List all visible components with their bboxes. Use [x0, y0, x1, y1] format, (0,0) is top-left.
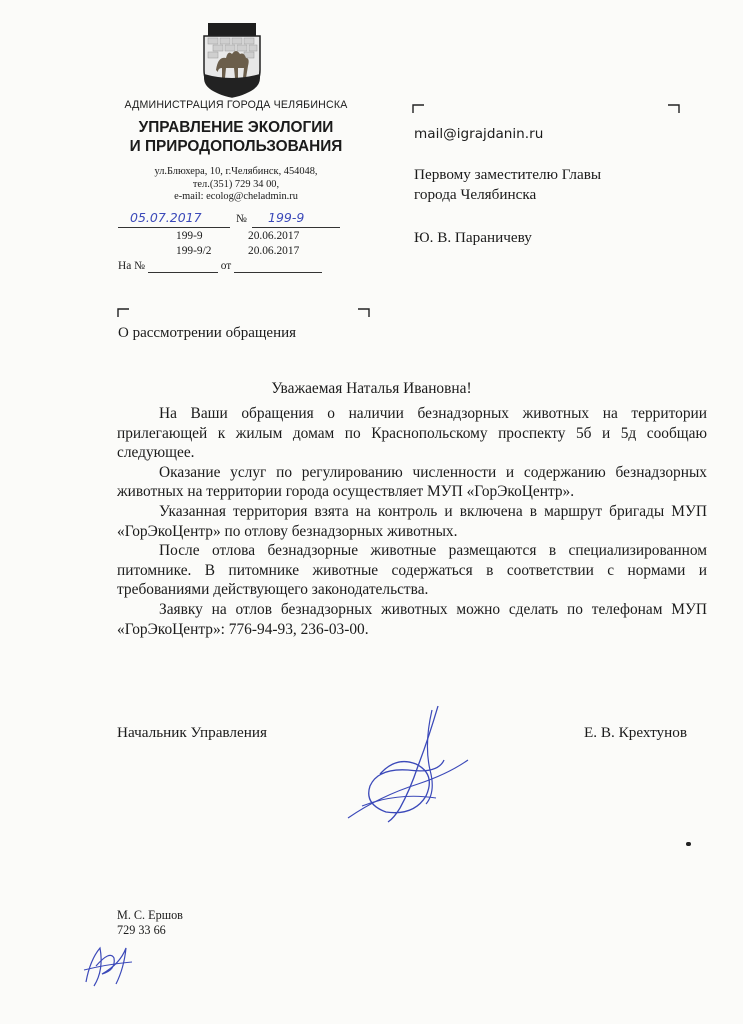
letter-subject: О рассмотрении обращения [118, 325, 297, 341]
reference-from-label: от [220, 260, 232, 272]
administration-name: АДМИНИСТРАЦИЯ ГОРОДА ЧЕЛЯБИНСКА [124, 99, 348, 111]
reg-entry-number-1: 199-9 [176, 230, 203, 242]
executor-phone: 729 33 66 [117, 923, 166, 937]
salutation: Уважаемая Наталья Ивановна! [271, 380, 472, 397]
recipient-title-line1: Первому заместителю Главы [414, 166, 602, 183]
signatory-name: Е. В. Крехтунов [584, 724, 687, 741]
body-paragraph: На Ваши обращения о наличии безнадзорных животных на территории прилегающей к жилым домам по Краснопольскому проспекту 5б и 5д сообщаю следующее. [117, 405, 707, 462]
address-bracket-left [412, 104, 424, 113]
body-paragraph: Указанная территория взята на контроль и включена в маршрут бригады МУП «ГорЭкоЦентр» по отлову безнадзорных животных. [117, 502, 707, 540]
handwritten-signature [340, 700, 480, 830]
handwritten-date: 05.07.2017 [130, 210, 202, 225]
department-phone: тел.(351) 729 34 00, [192, 178, 280, 190]
reference-date-blank [234, 260, 322, 273]
letter-body [117, 404, 707, 639]
department-address: ул.Блюхера, 10, г.Челябинск, 454048, [154, 166, 318, 177]
body-paragraph: Оказание услуг по регулированию численности и содержанию безнадзорных животных на территории города осуществляет МУП «ГорЭкоЦентр». [117, 463, 707, 501]
recipient-name: Ю. В. Параничеву [414, 229, 532, 246]
reference-label: На № [118, 260, 145, 272]
executor-initials [80, 940, 140, 990]
body-paragraph: После отлова безнадзорные животные размещаются в специализированном питомнике. В питомнике животные содержаться в соответствии с нормами и требованиями действующего законодательства. [117, 542, 707, 599]
number-sign: № [236, 213, 247, 225]
department-name [100, 118, 372, 156]
reference-number-blank [148, 260, 218, 273]
executor-info [117, 908, 183, 938]
registration-line [118, 212, 342, 228]
date-underline [118, 227, 230, 228]
handwritten-number: 199-9 [268, 210, 305, 225]
recipient-email: mail@igrajdanin.ru [414, 126, 544, 142]
body-paragraph: Заявку на отлов безнадзорных животных можно сделать по телефонам МУП «ГорЭкоЦентр»: 776-94-93, 236-03-00. [117, 600, 707, 638]
ink-mark [686, 842, 691, 846]
city-coat-of-arms [198, 22, 266, 98]
reg-entry-number-2: 199-9/2 [176, 245, 212, 257]
department-name-line2: И ПРИРОДОПОЛЬЗОВАНИЯ [129, 138, 343, 155]
signatory-position: Начальник Управления [117, 724, 267, 741]
executor-name: М. С. Ершов [117, 908, 183, 922]
reg-entry-date-2: 20.06.2017 [248, 245, 300, 257]
address-bracket-right [668, 104, 680, 113]
subject-bracket-left [117, 308, 129, 317]
department-contacts [100, 166, 372, 204]
subject-bracket-right [358, 308, 370, 317]
reg-entry-date-1: 20.06.2017 [248, 230, 300, 242]
recipient-title [414, 165, 601, 205]
department-name-line1: УПРАВЛЕНИЕ ЭКОЛОГИИ [138, 119, 334, 136]
recipient-title-line2: города Челябинска [414, 186, 537, 203]
department-email: e-mail: ecolog@cheladmin.ru [174, 191, 298, 203]
reference-line [118, 260, 334, 273]
number-underline [252, 227, 340, 228]
